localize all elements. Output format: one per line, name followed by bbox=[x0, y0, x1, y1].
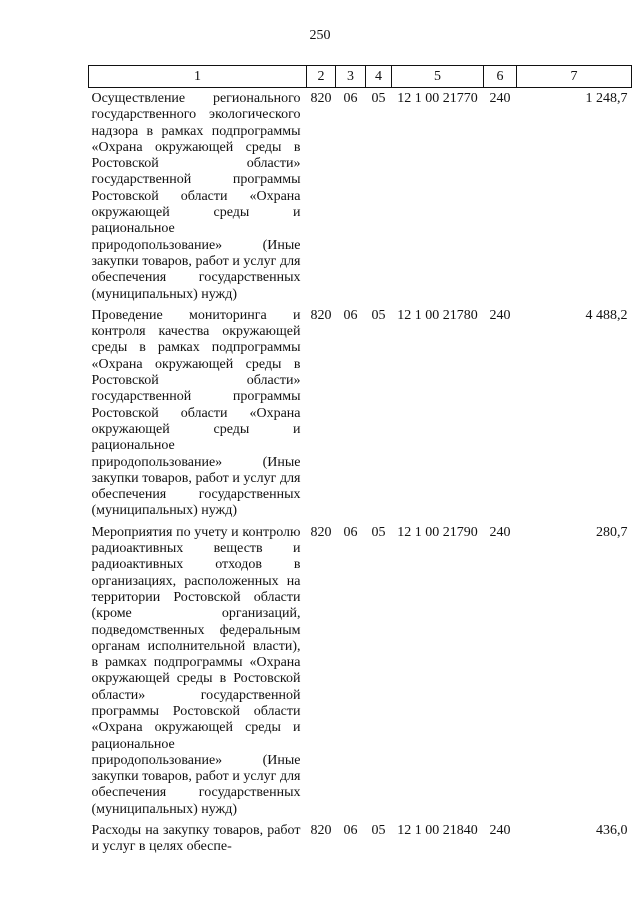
row-description: Осуществление регионального государственного экологического надзора в рамках подпрограммы «Охрана окружающей среды в Ростовской области» государственной программы Ростовской области «Охрана окружающей среды и рациональное природопользование» (Иные закупки товаров, работ и услуг для обеспечения государственных (муниципальных) нужд) bbox=[91, 91, 301, 302]
ministry-code: 820 bbox=[310, 91, 332, 106]
section-code: 06 bbox=[343, 307, 358, 323]
row-description: Проведение мониторинга и контроля качества окружающей среды в рамках подпрограммы «Охрана окружающей среды в Ростовской области» государственной программы Ростовской области «Охрана окружающей среды и рациональное природопользование» (Иные закупки товаров, работ и услуг для обеспечения государственных (муниципальных) нужд) bbox=[91, 307, 301, 519]
table-row bbox=[89, 305, 632, 522]
column-header-4: 4 bbox=[366, 66, 392, 88]
row-description: Расходы на закупку товаров, работ и услуг в целях обеспе- bbox=[91, 823, 301, 855]
budget-table bbox=[88, 65, 632, 856]
target-article-code: 12 1 00 21780 bbox=[397, 307, 478, 323]
header-row bbox=[89, 66, 632, 88]
section-code: 06 bbox=[343, 524, 358, 540]
page-number: 250 bbox=[309, 28, 331, 43]
amount: 280,7 bbox=[596, 524, 628, 540]
table-row bbox=[89, 820, 632, 856]
table-header bbox=[89, 66, 632, 88]
ministry-code: 820 bbox=[310, 307, 332, 323]
section-code: 06 bbox=[343, 91, 358, 106]
subsection-code: 05 bbox=[371, 91, 386, 106]
column-header-6: 6 bbox=[484, 66, 517, 88]
section-code: 06 bbox=[343, 823, 358, 839]
column-header-2: 2 bbox=[307, 66, 336, 88]
table-row bbox=[89, 88, 632, 305]
expense-type-code: 240 bbox=[489, 307, 511, 323]
column-header-3: 3 bbox=[336, 66, 366, 88]
amount: 436,0 bbox=[596, 823, 628, 839]
target-article-code: 12 1 00 21770 bbox=[397, 91, 478, 106]
row-description: Мероприятия по учету и контролю радиоактивных веществ и радиоактивных отходов в организациях, расположенных на территории Ростовской области (кроме организаций, подведомственных федеральным органам исполнительной власти), в рамках подпрограммы «Охрана окружающей среды в Ростовской области» государственной программы Ростовской области «Охрана окружающей среды и рациональное природопользование» (Иные закупки товаров, работ и услуг для обеспечения государственных (муниципальных) нужд) bbox=[91, 524, 301, 817]
ministry-code: 820 bbox=[310, 823, 332, 839]
table-body bbox=[89, 88, 632, 856]
column-header-1: 1 bbox=[89, 66, 307, 88]
subsection-code: 05 bbox=[371, 524, 386, 540]
subsection-code: 05 bbox=[371, 307, 386, 323]
expense-type-code: 240 bbox=[489, 524, 511, 540]
amount: 1 248,7 bbox=[585, 91, 628, 106]
amount: 4 488,2 bbox=[585, 307, 628, 323]
expense-type-code: 240 bbox=[489, 91, 511, 106]
target-article-code: 12 1 00 21840 bbox=[397, 823, 478, 839]
column-header-5: 5 bbox=[392, 66, 484, 88]
subsection-code: 05 bbox=[371, 823, 386, 839]
expense-type-code: 240 bbox=[489, 823, 511, 839]
table-row bbox=[89, 522, 632, 820]
target-article-code: 12 1 00 21790 bbox=[397, 524, 478, 540]
ministry-code: 820 bbox=[310, 524, 332, 540]
column-header-7: 7 bbox=[517, 66, 632, 88]
